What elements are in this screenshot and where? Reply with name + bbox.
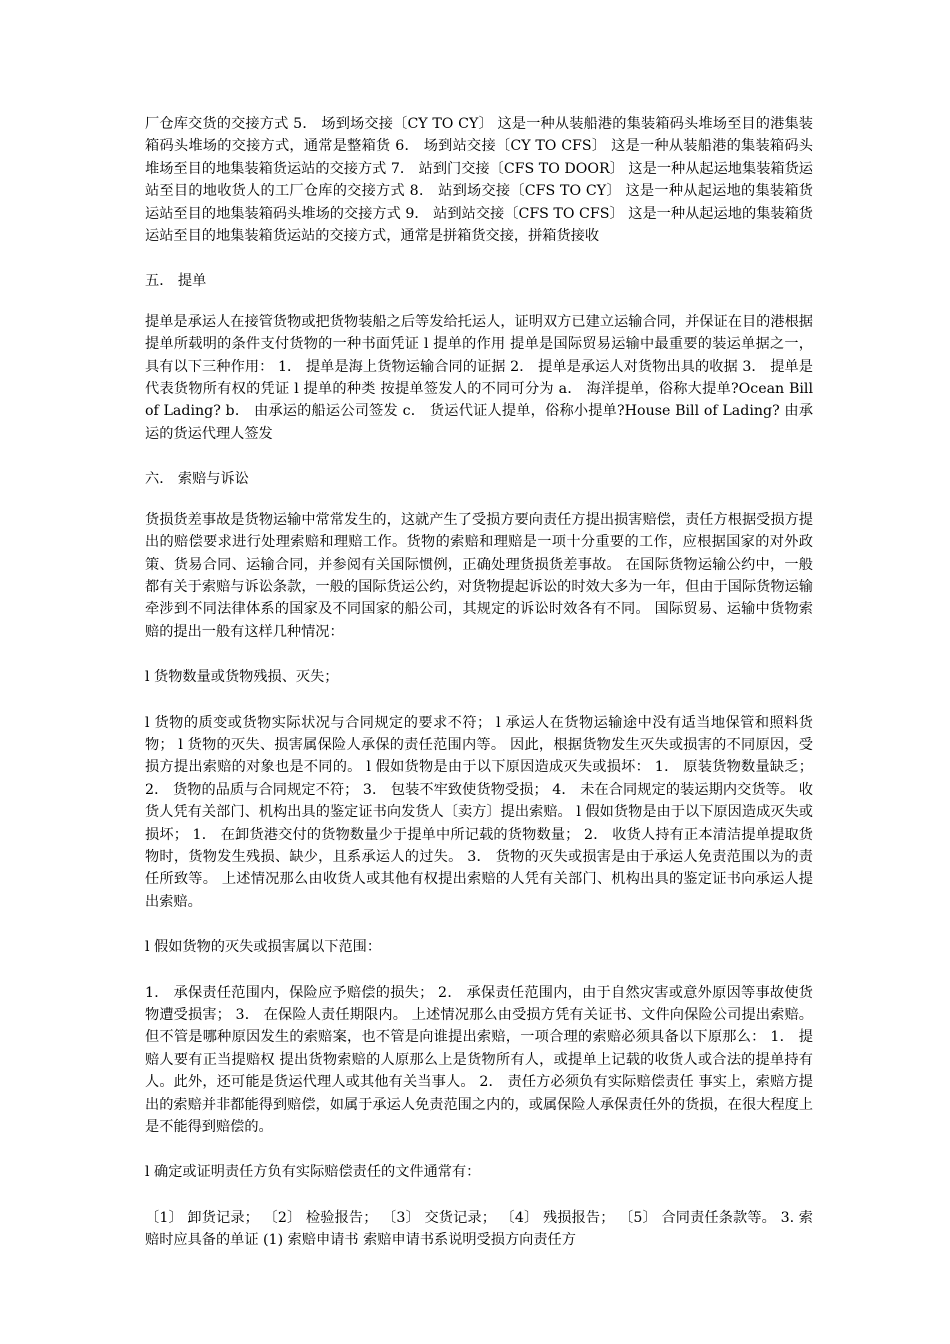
- bullet-insurance-scope: l 假如货物的灭失或损害属以下范围：: [145, 939, 382, 956]
- claims-causes-paragraph: l 货物的质变或货物实际状况与合同规定的要求不符； l 承运人在货物运输途中没有适当地保管和照料货物； l 货物的灭失、损害属保险人承保的责任范围内等。 因此，根据货物发生灭失或损害的不同原因，受损方提出索赔的对象也是不同的。 l 假如货物是由于以下原因造成灭失或损坏： 1． 原装货物数量缺乏； 2． 货物的品质与合同规定不符； 3． 包装不牢致使货物受损； 4． 未在合同规定的装运期内交货等。 收货人凭有关部门、机构出具的鉴定证书向发货人〔卖方〕提出索赔。 l 假如货物是由于以下原因造成灭失或损坏； 1． 在卸货港交付的货物数量少于提单中所记载的货物数量； 2． 收货人持有正本清洁提单提取货物时，货物发生残损、缺少，且系承运人的过失。 3． 货物的灭失或损害是由于承运人免责范围以为的责任所致等。 上述情况那么由收货人或其他有权提出索赔的人凭有关部门、机构出具的鉴定证书向承运人提出索赔。: [145, 714, 813, 910]
- container-handover-paragraph: 厂仓库交货的交接方式 5． 场到场交接〔CY TO CY〕 这是一种从装船港的集装箱码头堆场至目的港集装箱码头堆场的交接方式，通常是整箱货 6． 场到站交接〔CY TO CFS〕 这是一种从装船港的集装箱码头堆场至目的地集装箱货运站的交接方式 7． 站到门交接〔CFS TO DOOR〕 这是一种从起运地集装箱货运站至目的地收货人的工厂仓库的交接方式 8． 站到场交接〔CFS TO CY〕 这是一种从起运地的集装箱货运站至目的地集装箱码头堆场的交接方式 9． 站到站交接〔CFS TO CFS〕 这是一种从起运地的集装箱货运站至目的地集装箱货运站的交接方式，通常是拼箱货交接，拼箱货接收: [145, 116, 813, 245]
- bullet-quantity-loss: l 货物数量或货物残损、灭失；: [145, 669, 339, 686]
- bill-of-lading-paragraph: 提单是承运人在接管货物或把货物装船之后等发给托运人，证明双方已建立运输合同，并保证在目的港根据提单所载明的条件支付货物的一种书面凭证 l 提单的作用 提单是国际贸易运输中最重要的装运单据之一，具有以下三种作用： 1． 提单是海上货物运输合同的证据 2． 提单是承运人对货物出具的收据 3． 提单是代表货物所有权的凭证 l 提单的种类 按提单签发人的不同可分为 a． 海洋提单，俗称大提单?Ocean Bill of Lading? b． 由承运的船运公司签发 c． 货运代证人提单，俗称小提单?House Bill of Lading? 由承运的货运代理人签发: [145, 313, 813, 442]
- section-heading-bill-of-lading: 五． 提单: [145, 273, 207, 290]
- insurance-claims-paragraph: 1． 承保责任范围内，保险应予赔偿的损失； 2． 承保责任范围内，由于自然灾害或意外原因等事故使货物遭受损害； 3． 在保险人责任期限内。 上述情况那么由受损方凭有关证书、文件向保险公司提出索赔。 但不管是哪种原因发生的索赔案，也不管是向谁提出索赔，一项合理的索赔必须具备以下原那么： 1． 提赔人要有正当提赔权 提出货物索赔的人原那么上是货物所有人，或提单上记载的收货人或合法的提单持有人。此外，还可能是货运代理人或其他有关当事人。 2． 责任方必须负有实际赔偿责任 事实上，索赔方提出的索赔并非都能得到赔偿，如属于承运人免责范围之内的，或属保险人承保责任外的货损，在很大程度上是不能得到赔偿的。: [145, 984, 813, 1136]
- section-heading-claims: 六． 索赔与诉讼: [145, 471, 249, 488]
- document-page: [145, 113, 813, 1252]
- claim-documents-paragraph: 〔1〕 卸货记录； 〔2〕 检验报告； 〔3〕 交货记录； 〔4〕 残损报告； 〔5〕 合同责任条款等。 3. 索赔时应具备的单证 (1) 索赔申请书 索赔申请书系说明受损方向责任方: [145, 1209, 813, 1249]
- claims-intro-paragraph: 货损货差事故是货物运输中常常发生的，这就产生了受损方要向责任方提出损害赔偿，责任方根据受损方提出的赔偿要求进行处理索赔和理赔工作。货物的索赔和理赔是一项十分重要的工作，应根据国家的对外政策、货易合同、运输合同，并参阅有关国际惯例，正确处理货损货差事故。 在国际货物运输公约中，一般都有关于索赔与诉讼条款，一般的国际货运公约，对货物提起诉讼的时效大多为一年，但由于国际货物运输牵涉到不同法律体系的国家及不同国家的船公司，其规定的诉讼时效各有不同。 国际贸易、运输中货物索赔的提出一般有这样几种情况：: [145, 511, 813, 640]
- bullet-liability-documents: l 确定或证明责任方负有实际赔偿责任的文件通常有：: [145, 1164, 481, 1181]
